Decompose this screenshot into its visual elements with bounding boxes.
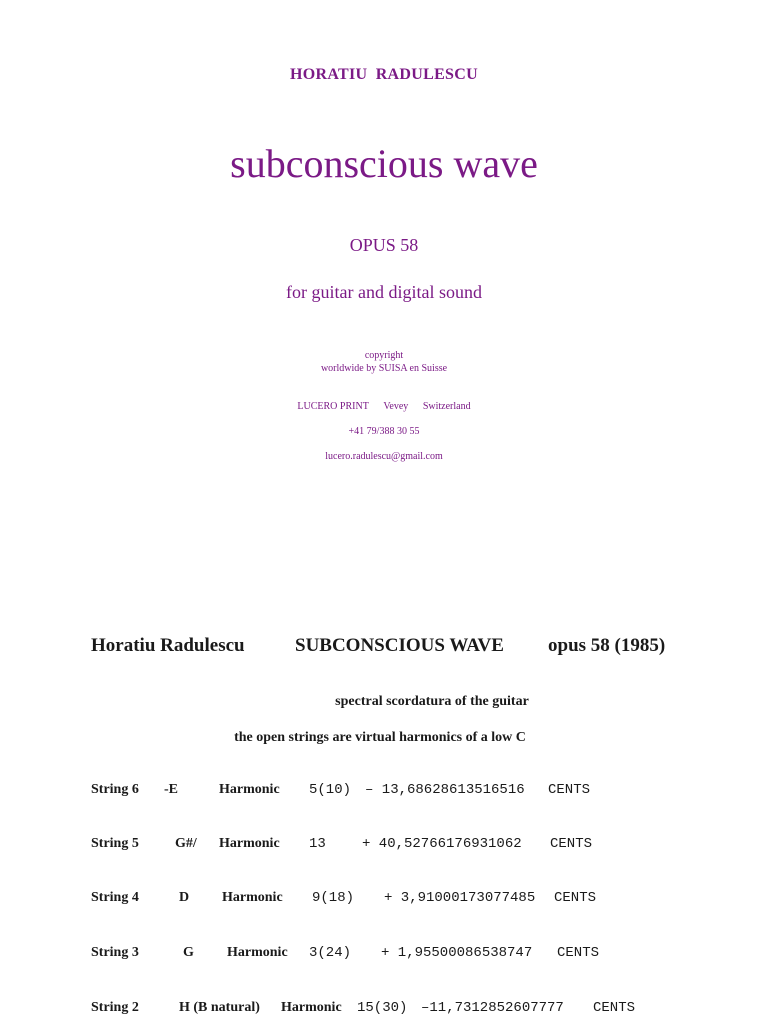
cents-value: + 3,91000173077485 [384, 890, 536, 906]
harmonic-number: 9(18) [312, 890, 355, 906]
page2-title: SUBCONSCIOUS WAVE [295, 635, 504, 656]
scordatura-heading: spectral scordatura of the guitar [335, 694, 529, 709]
harmonic-number: 3(24) [309, 945, 352, 961]
virtual-harmonics-description: the open strings are virtual harmonics of a low C [234, 730, 526, 745]
work-title: subconscious wave [230, 141, 538, 186]
cents-unit: CENTS [557, 945, 600, 961]
publisher-phone: +41 79/388 30 55 [348, 426, 420, 437]
harmonic-number: 15(30) [357, 1000, 408, 1016]
composer-name: HORATIU RADULESCU [290, 66, 478, 83]
instrumentation: for guitar and digital sound [286, 282, 482, 302]
harmonic-label: Harmonic [222, 890, 283, 905]
cents-value: – 13,68628613516516 [365, 782, 525, 798]
publisher-city: Vevey [383, 401, 409, 412]
harmonic-label: Harmonic [219, 782, 280, 797]
publisher-name: LUCERO PRINT [297, 401, 369, 412]
string-number: String 2 [91, 1000, 139, 1015]
publisher-country: Switzerland [422, 401, 471, 412]
cents-value: + 1,95500086538747 [381, 945, 533, 961]
publisher-email: lucero.radulescu@gmail.com [325, 451, 443, 462]
cents-unit: CENTS [554, 890, 597, 906]
copyright-text: worldwide by SUISA en Suisse [320, 363, 448, 374]
harmonic-label: Harmonic [219, 836, 280, 851]
harmonic-label: Harmonic [281, 1000, 342, 1015]
cents-unit: CENTS [548, 782, 591, 798]
harmonic-number: 13 [309, 836, 326, 852]
cents-unit: CENTS [593, 1000, 636, 1016]
string-number: String 3 [91, 945, 139, 960]
string-note: G#/ [175, 836, 197, 851]
publisher-line [0, 401, 768, 412]
string-note: -E [164, 782, 178, 797]
cents-value: –11,7312852607777 [421, 1000, 564, 1016]
harmonic-label: Harmonic [227, 945, 288, 960]
copyright-label: copyright [364, 350, 404, 361]
harmonic-number: 5(10) [309, 782, 352, 798]
string-number: String 4 [91, 890, 139, 905]
cents-unit: CENTS [550, 836, 593, 852]
page2-composer: Horatiu Radulescu [91, 635, 245, 656]
string-number: String 6 [91, 782, 139, 797]
string-note: H (B natural) [179, 1000, 260, 1015]
cents-value: + 40,52766176931062 [362, 836, 522, 852]
string-note: D [179, 890, 190, 905]
string-note: G [183, 945, 194, 960]
page2-opus-year: opus 58 (1985) [548, 635, 666, 656]
opus-number: OPUS 58 [349, 235, 419, 255]
string-number: String 5 [91, 836, 139, 851]
